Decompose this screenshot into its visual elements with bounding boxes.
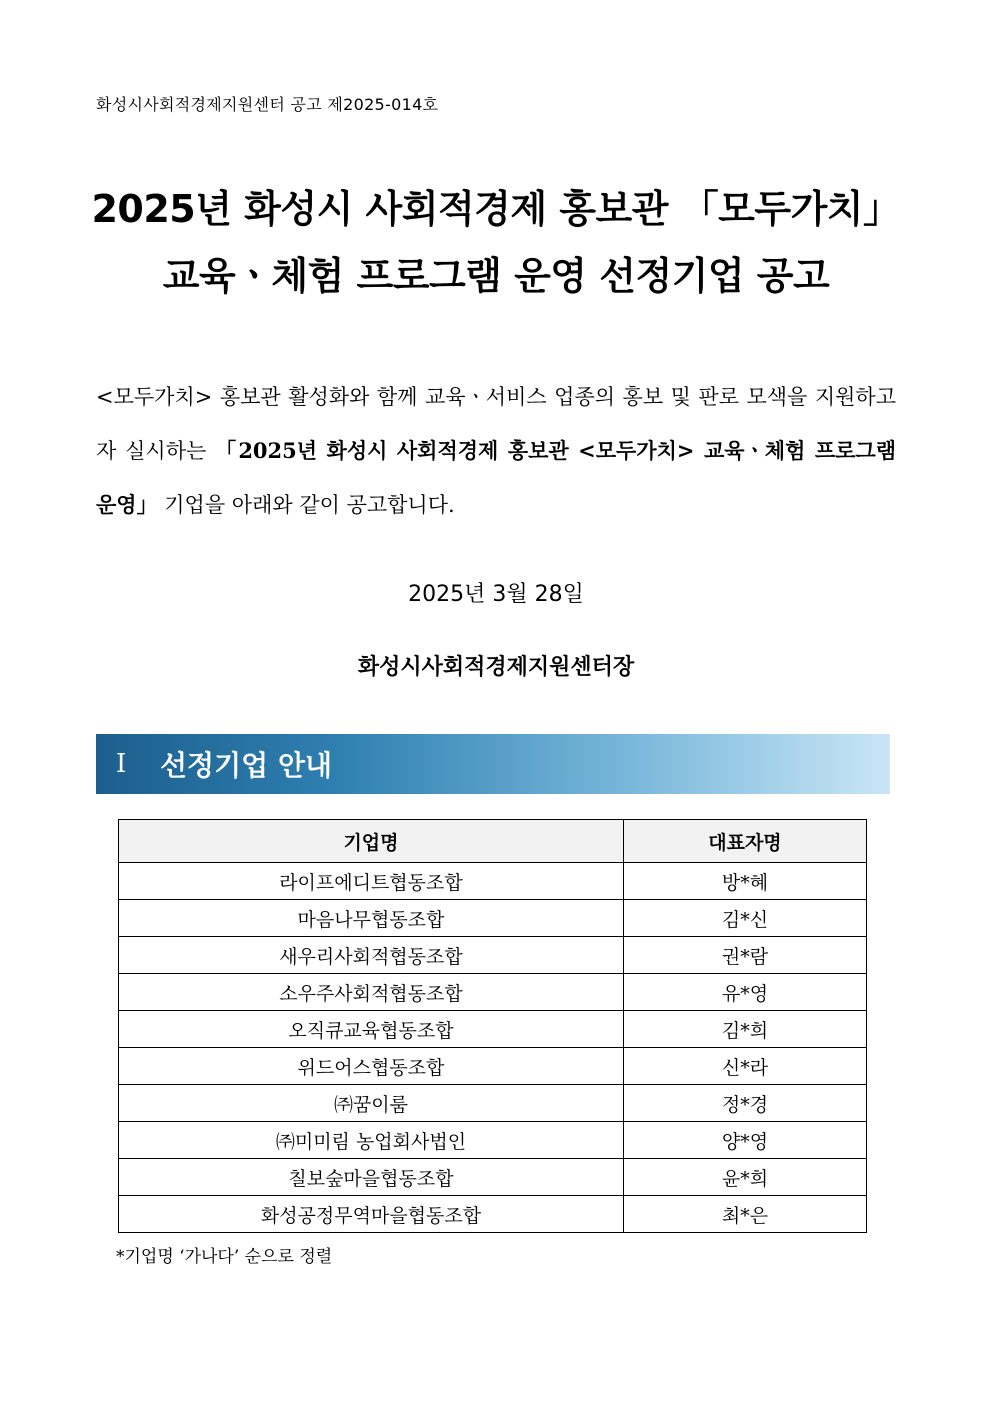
announcement-date: 2025년 3월 28일 [408,582,584,607]
company-name-cell: 칠보숲마을협동조합 [119,1159,624,1196]
notice-number: 화성시사회적경제지원센터 공고 제2025-014호 [96,95,439,114]
column-header-company: 기업명 [119,820,624,863]
representative-cell: 윤*희 [623,1159,866,1196]
table-footnote: *기업명 ‘가나다’ 순으로 정렬 [116,1247,333,1267]
representative-cell: 권*람 [623,937,866,974]
representative-cell: 김*희 [623,1011,866,1048]
table-row [119,1048,867,1085]
table-row [119,900,867,937]
company-name-cell: 라이프에디트협동조합 [119,863,624,900]
table-row [119,974,867,1011]
selected-companies-table [118,819,867,1233]
company-name-cell: 오직큐교육협동조합 [119,1011,624,1048]
company-name-cell: ㈜미미림 농업회사법인 [119,1122,624,1159]
company-name-cell: 소우주사회적협동조합 [119,974,624,1011]
company-name-cell: 새우리사회적협동조합 [119,937,624,974]
section-title: 선정기업 안내 [160,749,333,782]
table-header-row [119,820,867,863]
table-row [119,1196,867,1233]
representative-cell: 신*라 [623,1048,866,1085]
document-title-line-1: 2025년 화성시 사회적경제 홍보관 「모두가치」 [91,187,901,231]
table-row [119,1085,867,1122]
company-name-cell: 마음나무협동조합 [119,900,624,937]
representative-cell: 양*영 [623,1122,866,1159]
signer: 화성시사회적경제지원센터장 [357,654,635,680]
intro-program-name: 「2025년 화성시 사회적경제 홍보관 <모두가치> 교육ㆍ체험 프로그램 운영」 [96,438,897,517]
table-row [119,1011,867,1048]
company-name-cell: 위드어스협동조합 [119,1048,624,1085]
intro-text-end: 기업을 아래와 같이 공고합니다. [157,493,455,517]
representative-cell: 김*신 [623,900,866,937]
representative-cell: 유*영 [623,974,866,1011]
intro-text-start: <모두가치> 홍보관 활성화와 함께 교육ㆍ서비스 업종의 홍보 및 판로 모색을 지원하고자 실시하는 [96,385,896,463]
intro-paragraph [96,370,896,532]
section-number: Ⅰ [116,749,127,779]
table-row [119,1122,867,1159]
representative-cell: 방*혜 [623,863,866,900]
table-row [119,863,867,900]
company-name-cell: ㈜꿈이룸 [119,1085,624,1122]
company-name-cell: 화성공정무역마을협동조합 [119,1196,624,1233]
table-row [119,937,867,974]
section-header [96,734,890,794]
document-title-line-2: 교육ㆍ체험 프로그램 운영 선정기업 공고 [162,254,830,298]
representative-cell: 정*경 [623,1085,866,1122]
representative-cell: 최*은 [623,1196,866,1233]
column-header-representative: 대표자명 [623,820,866,863]
table-row [119,1159,867,1196]
